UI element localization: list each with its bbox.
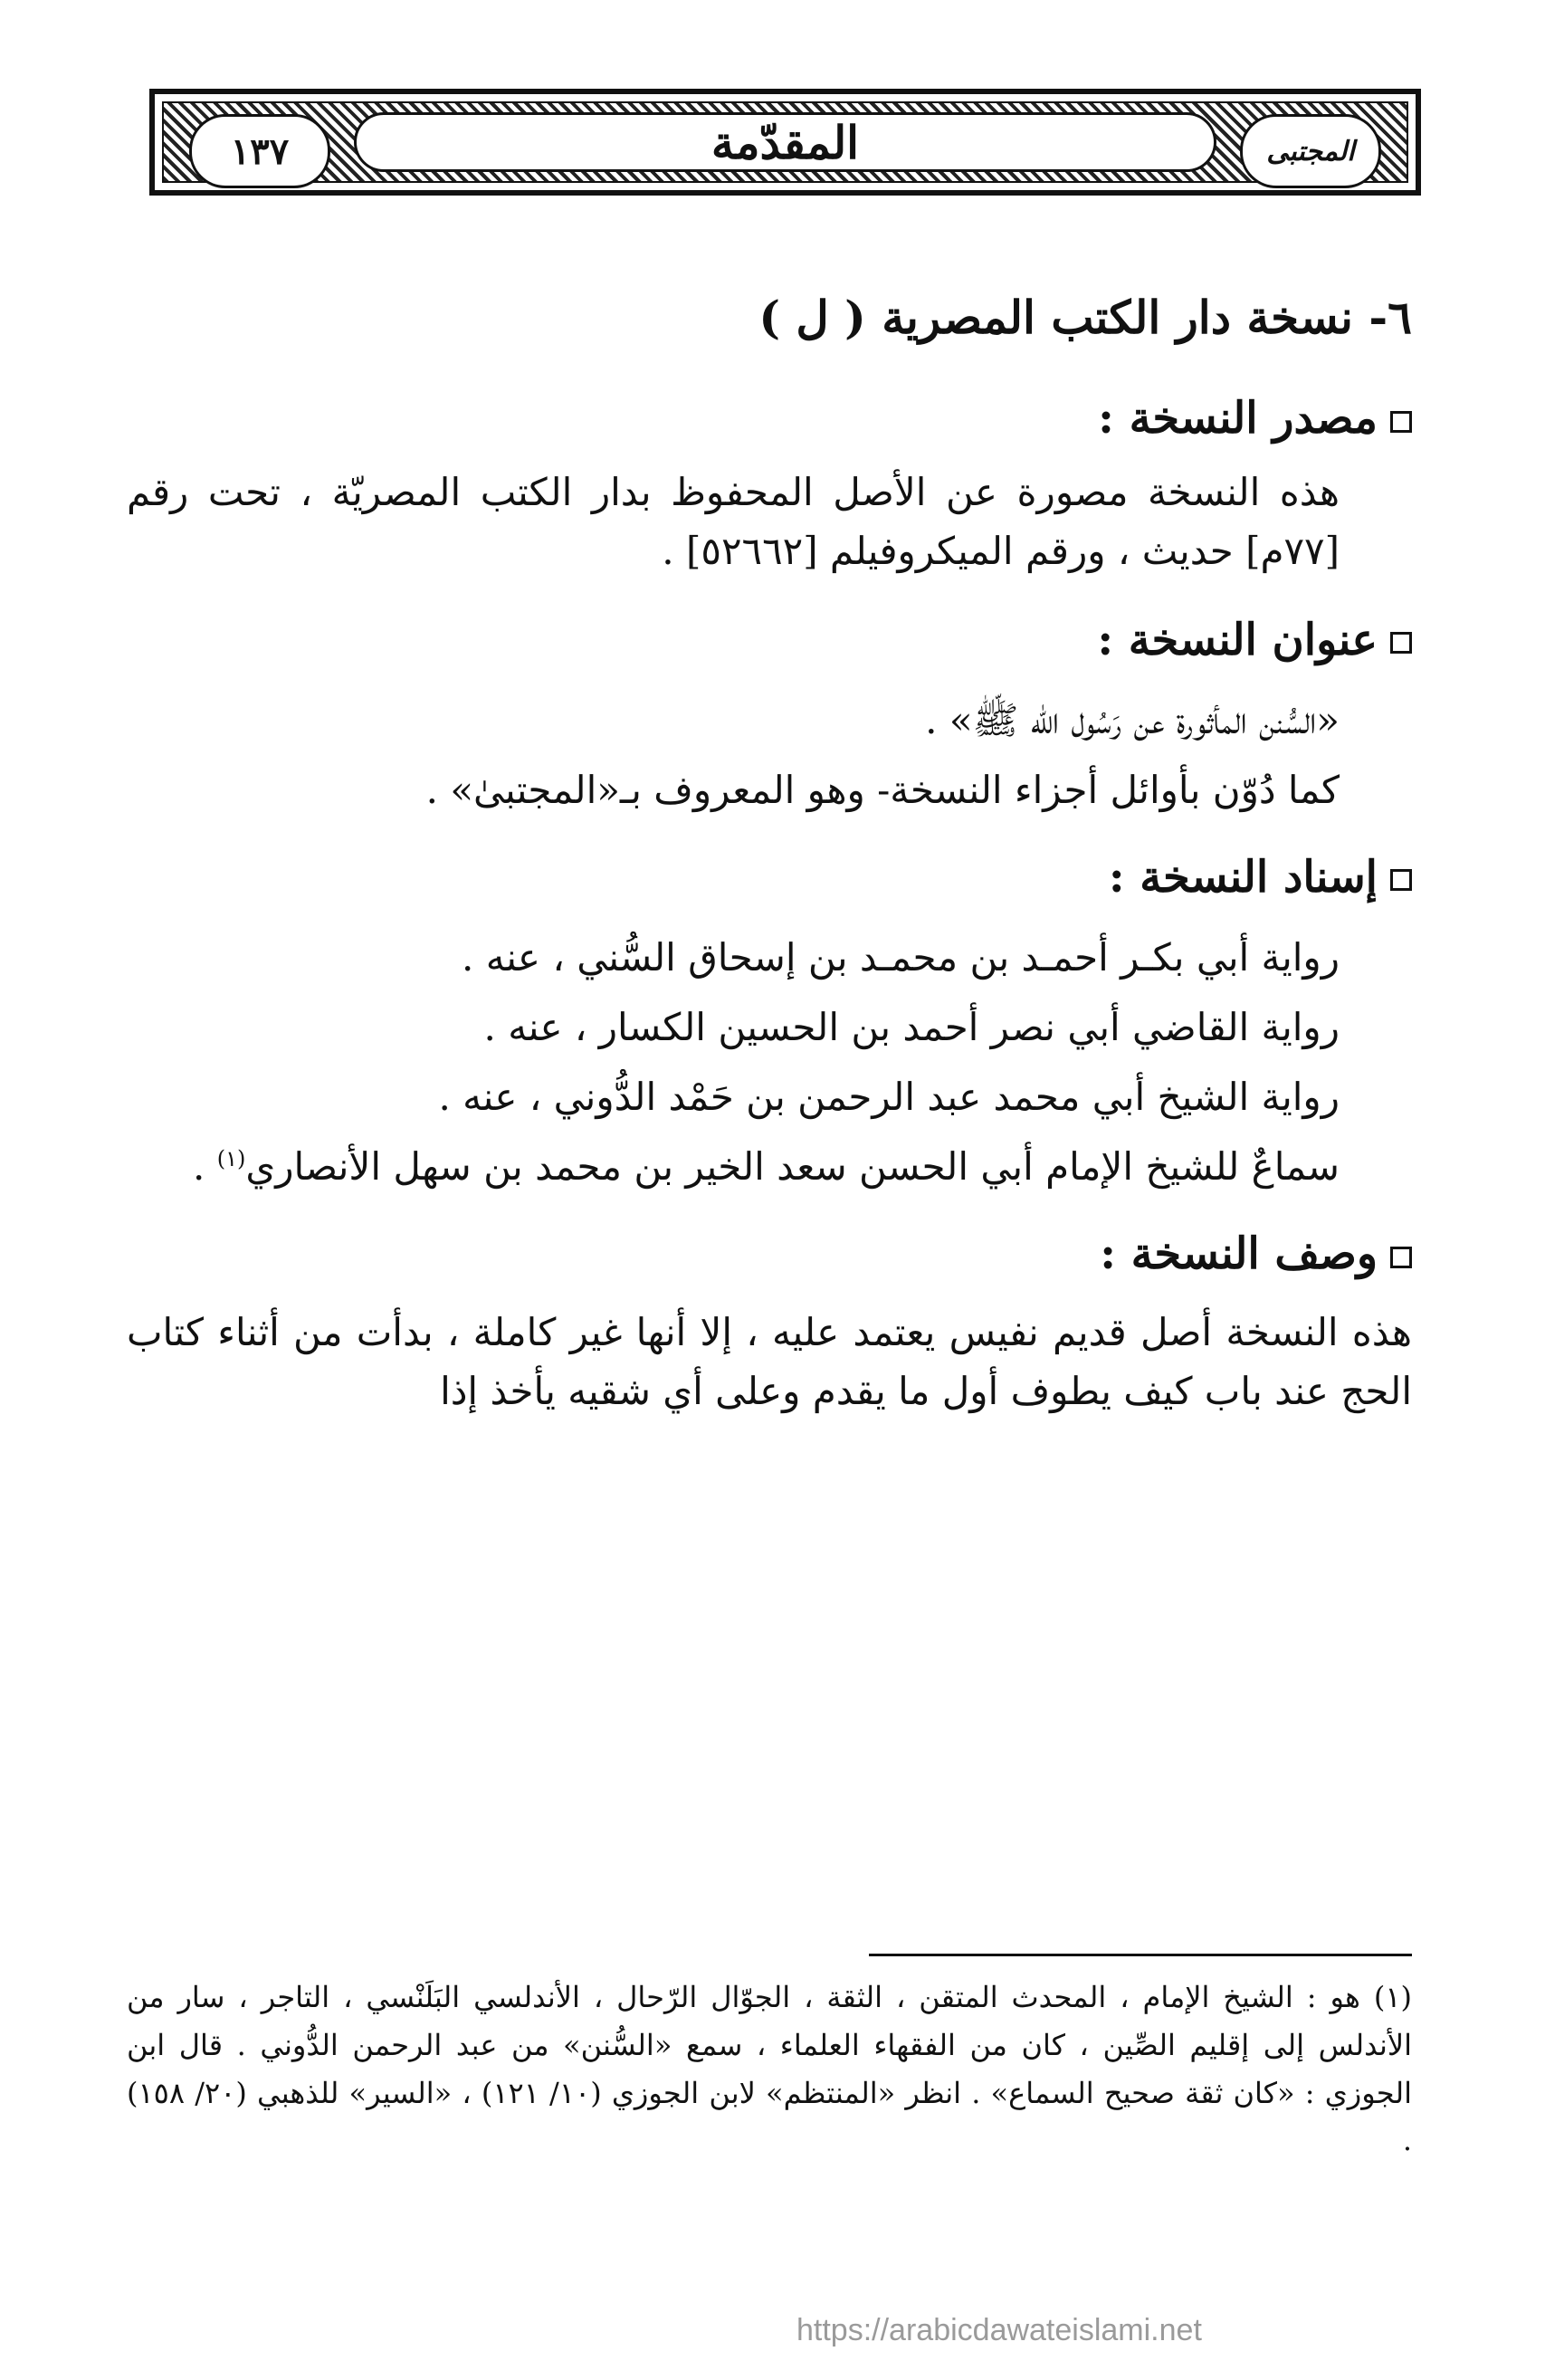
source-heading-text: مصدر النسخة : [1098,393,1378,444]
isnad-line-4-text: سماعٌ للشيخ الإمام أبي الحسن سعد الخير بن محمد بن سهل الأنصاري [245,1144,1340,1190]
square-bullet-icon [1390,1247,1412,1268]
description-text: هذه النسخة أصل قديم نفيس يعتمد عليه ، إلا أنها غير كاملة ، بدأت من أثناء كتاب الحج عند باب كيف يطوف أول ما يقدم وعلى أي شقيه يأخذ إذا [127,1309,1412,1413]
isnad-heading [127,849,1412,905]
isnad-line-4 [127,1138,1412,1195]
square-bullet-icon [1390,632,1412,654]
isnad-line-1: رواية أبي بكـر أحمـد بن محمـد بن إسحاق السُّني ، عنه . [462,935,1340,980]
page-header [149,89,1421,196]
isnad-line-2: رواية القاضي أبي نصر أحمد بن الحسين الكسار ، عنه . [483,1005,1340,1050]
header-title: المقدّمة [711,115,860,169]
source-text: هذه النسخة مصورة عن الأصل المحفوظ بدار الكتب المصريّة ، تحت رقم [٧٧م] حديث ، ورقم الميكروفيلم [٥٢٦٦٢] . [127,470,1340,574]
main-content [127,263,1412,1420]
page-number: ١٣٧ [189,114,330,188]
footnote-text: (١) هو : الشيخ الإمام ، المحدث المتقن ، الثقة ، الجوّال الرّحال ، الأندلسي البَلَنْسي ، التاجر ، سار من الأندلس إلى إقليم الصِّين ، كان من الفقهاء العلماء ، سمع «السُّنن» من عبد الرحمن الدُّوني . قال ابن الجوزي : «كان ثقة صحيح السماع» . انظر «المنتظم» لابن الجوزي (١٠/ ١٢١) ، «السير» للذهبي (٢٠/ ١٥٨) . [127,1980,1413,2158]
title-line-1: «السُّنن المأثورة عن رَسُول الله ﷺ» . [925,697,1340,742]
title-heading-text: عنوان النسخة : [1097,614,1378,665]
isnad-line-3: رواية الشيخ أبي محمد عبد الرحمن بن حَمْد الدُّوني ، عنه . [438,1075,1340,1120]
title-line-2: كما دُوّن بأوائل أجزاء النسخة- وهو المعروف بـ«المجتبىٰ» . [425,767,1340,812]
section-heading: ٦- نسخة دار الكتب المصرية ( ل ) [758,291,1412,344]
description-heading-text: وصف النسخة : [1100,1228,1378,1280]
book-logo: المجتبى [1240,114,1381,188]
watermark: https://arabicdawateislami.net [796,2313,1202,2347]
description-heading [127,1226,1412,1282]
header-ornament [162,101,1408,183]
footnote-divider [869,1954,1412,1956]
header-banner [354,112,1216,172]
isnad-line-4-end: . [192,1144,217,1190]
source-heading [127,390,1412,446]
title-heading [127,612,1412,668]
footnote-marker: (١) [216,1146,246,1172]
square-bullet-icon [1390,411,1412,433]
square-bullet-icon [1390,869,1412,891]
isnad-heading-text: إسناد النسخة : [1108,851,1378,903]
